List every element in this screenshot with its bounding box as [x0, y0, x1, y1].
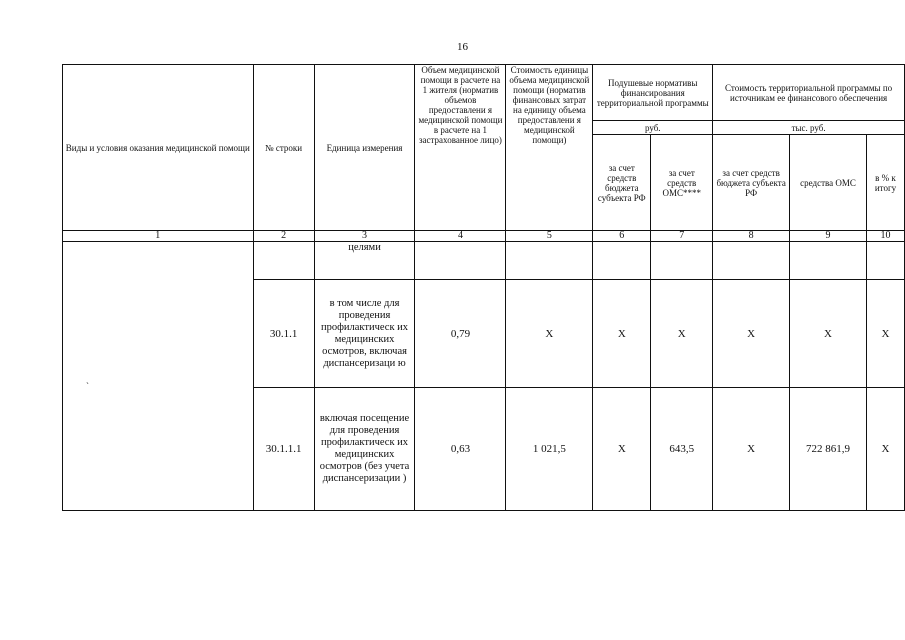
column-number: 9 [790, 231, 867, 242]
table-row [63, 242, 905, 280]
budget-cost-cell: Х [713, 280, 790, 388]
header-rub: руб. [593, 121, 713, 135]
header-budget-cost: за счет средств бюджета субъекта РФ [713, 135, 790, 231]
oms-per-capita-cell: Х [651, 280, 713, 388]
header-program-cost: Стоимость территориальной программы по источникам ее финансового обеспечения [713, 65, 905, 121]
header-percent-total: в % к итогу [866, 135, 904, 231]
header-unit: Единица измерения [314, 65, 415, 231]
header-unit-cost: Стоимость единицы объема медицинской помощи (норматив финансовых затрат на единицу объема предоставлени я медицинской помощи) [506, 65, 593, 231]
empty-cell [651, 242, 713, 280]
percent-total-cell: Х [866, 280, 904, 388]
empty-cell [593, 242, 651, 280]
unit-cost-cell: Х [506, 280, 593, 388]
column-number: 5 [506, 231, 593, 242]
header-thousand-rub: тыс. руб. [713, 121, 905, 135]
column-number: 1 [63, 231, 254, 242]
volume-cell: 0,79 [415, 280, 506, 388]
header-row-number: № строки [253, 65, 314, 231]
column-number-row [63, 231, 905, 242]
budget-per-capita-cell: Х [593, 388, 651, 511]
column-number: 8 [713, 231, 790, 242]
empty-cell [713, 242, 790, 280]
empty-cell [790, 242, 867, 280]
column-number: 6 [593, 231, 651, 242]
column-number: 10 [866, 231, 904, 242]
header-budget-per-capita: за счет средств бюджета субъекта РФ [593, 135, 651, 231]
header-per-capita: Подушевые нормативы финансирования территориальной программы [593, 65, 713, 121]
unit-cost-cell: 1 021,5 [506, 388, 593, 511]
header-oms-cost: средства ОМС [790, 135, 867, 231]
column-number: 3 [314, 231, 415, 242]
empty-cell [506, 242, 593, 280]
unit-cell: в том числе для проведения профилактическ их медицинских осмотров, включая диспансеризаци ю [314, 280, 415, 388]
budget-per-capita-cell: Х [593, 280, 651, 388]
empty-cell [415, 242, 506, 280]
unit-cell: целями [314, 242, 415, 280]
volume-cell: 0,63 [415, 388, 506, 511]
column-number: 4 [415, 231, 506, 242]
header-care-type: Виды и условия оказания медицинской помощи [63, 65, 254, 231]
percent-total-cell: Х [866, 388, 904, 511]
margin-mark: ` [86, 381, 89, 391]
empty-cell [866, 242, 904, 280]
unit-cell: включая посещение для проведения профилактическ их медицинских осмотров (без учета диспансеризации ) [314, 388, 415, 511]
oms-per-capita-cell: 643,5 [651, 388, 713, 511]
oms-cost-cell: 722 861,9 [790, 388, 867, 511]
header-volume: Объем медицинской помощи в расчете на 1 жителя (норматив объемов предоставлени я медицинской помощи в расчете на 1 застрахованное лицо) [415, 65, 506, 231]
header-oms-per-capita: за счет средств ОМС**** [651, 135, 713, 231]
column-number: 2 [253, 231, 314, 242]
medical-care-table [62, 64, 905, 511]
care-type-cell [63, 242, 254, 511]
column-number: 7 [651, 231, 713, 242]
oms-cost-cell: Х [790, 280, 867, 388]
row-number-cell: 30.1.1.1 [253, 388, 314, 511]
budget-cost-cell: Х [713, 388, 790, 511]
row-number-cell [253, 242, 314, 280]
page-number: 16 [457, 41, 468, 53]
row-number-cell: 30.1.1 [253, 280, 314, 388]
